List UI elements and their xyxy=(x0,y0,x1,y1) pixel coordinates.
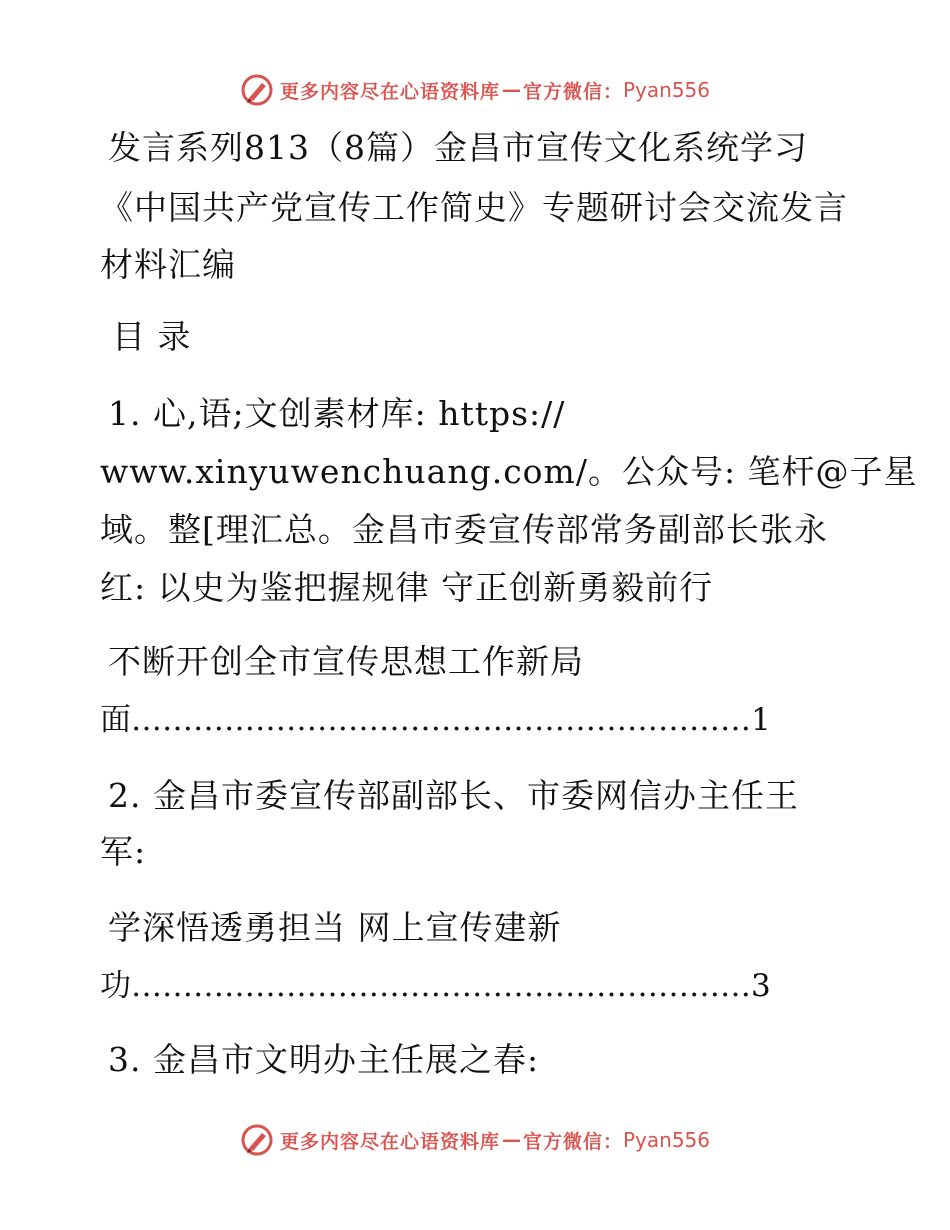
toc-item-2-line-3: 学深悟透勇担当 网上宣传建新 xyxy=(108,908,562,947)
toc-item-2-page-line: 功……………………………………………………3 xyxy=(100,968,771,1004)
pen-logo-icon xyxy=(240,73,274,107)
pen-logo-icon xyxy=(240,1123,274,1157)
banner-dash: — xyxy=(501,1129,521,1151)
banner-wechat-label: 官方微信： xyxy=(522,1130,623,1153)
banner-main-text: 更多内容尽在心语资料库 xyxy=(279,1130,500,1153)
toc-item-1-line-1: 1. 心,语;文创素材库: https:// xyxy=(108,394,566,433)
toc-item-1-line-2: www.xinyuwenchuang.com/。公众号: 笔杆@子星 xyxy=(100,452,918,491)
banner-account: Pyan556 xyxy=(623,78,711,102)
toc-item-1-line-4: 红: 以史为鉴把握规律 守正创新勇毅前行 xyxy=(100,568,714,607)
toc-item-2-line-2: 军: xyxy=(100,832,147,871)
banner-wechat-label: 官方微信： xyxy=(522,80,623,103)
toc-item-1-page-line: 面……………………………………………………1 xyxy=(100,702,771,738)
banner-account: Pyan556 xyxy=(623,1128,711,1152)
footer-banner xyxy=(0,1120,950,1160)
toc-item-1-line-5: 不断开创全市宣传思想工作新局 xyxy=(108,642,584,681)
toc-item-2-line-1: 2. 金昌市委宣传部副部长、市委网信办主任王 xyxy=(108,776,799,815)
toc-item-1-line-3: 域。整[理汇总。金昌市委宣传部常务副部长张永 xyxy=(100,510,828,549)
toc-item-3-line-1: 3. 金昌市文明办主任展之春: xyxy=(108,1040,540,1079)
title-line-2: 《中国共产党宣传工作简史》专题研讨会交流发言 xyxy=(100,188,848,227)
title-line-1: 发言系列813（8篇）金昌市宣传文化系统学习 xyxy=(108,128,808,167)
banner-main-text: 更多内容尽在心语资料库 xyxy=(279,80,500,103)
header-banner xyxy=(0,70,950,110)
title-line-3: 材料汇编 xyxy=(100,245,236,284)
toc-heading: 目 录 xyxy=(112,317,192,356)
banner-dash: — xyxy=(501,79,521,101)
